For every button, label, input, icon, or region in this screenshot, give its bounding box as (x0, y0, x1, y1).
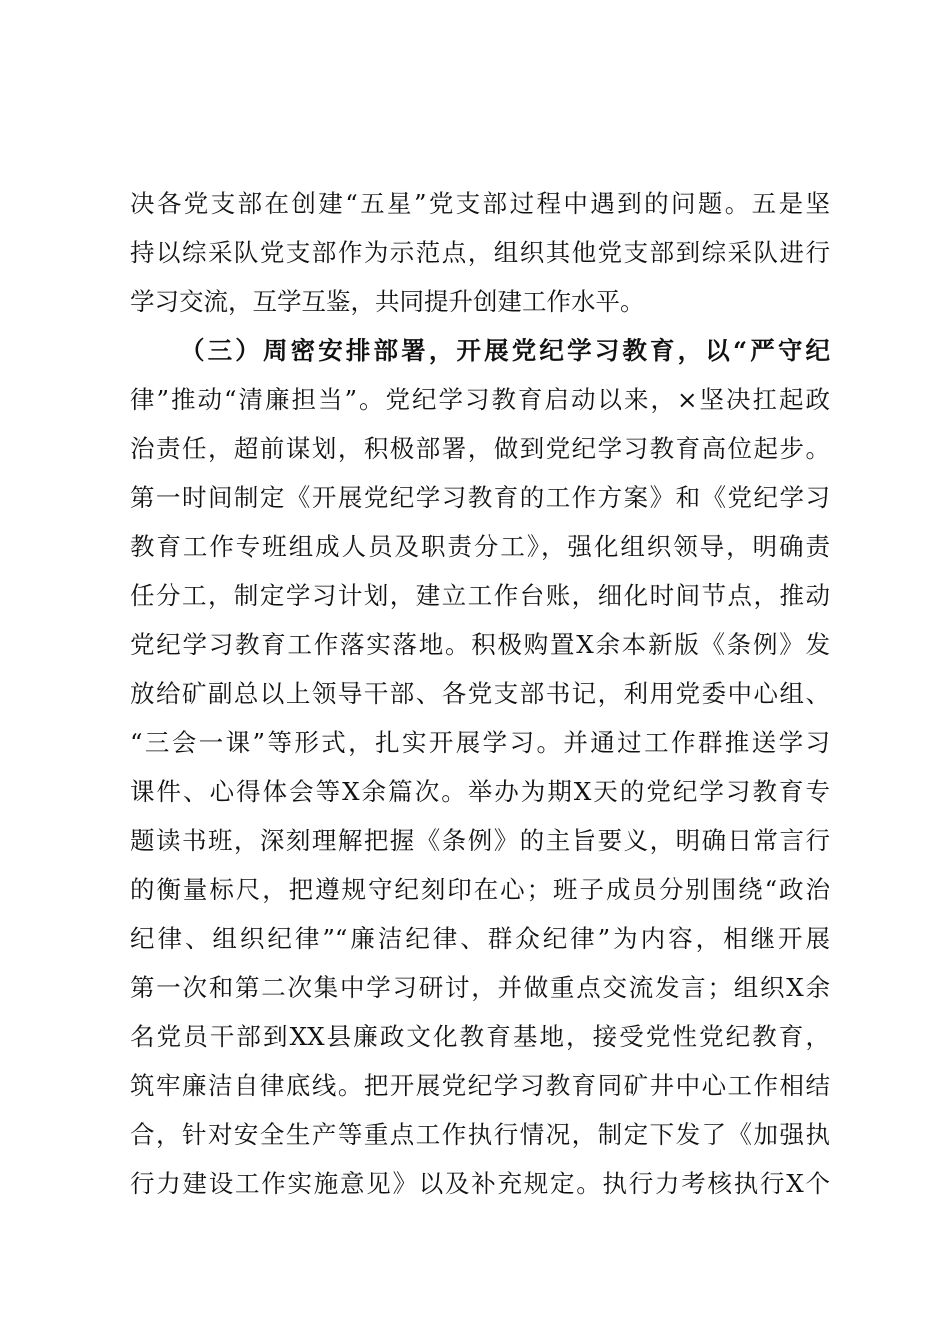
text-line: “三会一课”等形式，扎实开展学习。并通过工作群推送学习 (130, 728, 830, 757)
text-line: 教育工作专班组成人员及职责分工》，强化组织领导，明确责 (130, 532, 830, 561)
text-line: 名党员干部到XX县廉政文化教育基地，接受党性党纪教育， (130, 1022, 830, 1051)
text-line: 持以综采队党支部作为示范点，组织其他党支部到综采队进行 (130, 238, 830, 267)
text-line: 纪律、组织纪律”“廉洁纪律、群众纪律”为内容，相继开展 (130, 924, 830, 953)
section-heading-line: （三）周密安排部署，开展党纪学习教育，以“严守纪 (180, 336, 830, 365)
text-line: 第一次和第二次集中学习研讨，并做重点交流发言；组织X余 (130, 973, 830, 1002)
text-line: 筑牢廉洁自律底线。把开展党纪学习教育同矿井中心工作相结 (130, 1071, 830, 1100)
text-line: 决各党支部在创建“五星”党支部过程中遇到的问题。五是坚 (130, 189, 830, 218)
text-line: 课件、心得体会等X余篇次。举办为期X天的党纪学习教育专 (130, 777, 830, 806)
text-line: 任分工，制定学习计划，建立工作台账，细化时间节点，推动 (130, 581, 830, 610)
text-line: 合，针对安全生产等重点工作执行情况，制定下发了《加强执 (130, 1120, 830, 1149)
text-line: 党纪学习教育工作落实落地。积极购置X余本新版《条例》发 (130, 630, 830, 659)
text-line: 第一时间制定《开展党纪学习教育的工作方案》和《党纪学习 (130, 483, 830, 512)
text-line: 放给矿副总以上领导干部、各党支部书记，利用党委中心组、 (130, 679, 830, 708)
text-line: 律”推动“清廉担当”。党纪学习教育启动以来，×坚决扛起政 (130, 385, 830, 414)
text-line: 行力建设工作实施意见》以及补充规定。执行力考核执行X个 (130, 1169, 830, 1198)
text-line: 的衡量标尺，把遵规守纪刻印在心；班子成员分别围绕“政治 (130, 875, 830, 904)
text-line: 治责任，超前谋划，积极部署，做到党纪学习教育高位起步。 (130, 434, 830, 463)
text-line: 学习交流，互学互鉴，共同提升创建工作水平。 (130, 287, 645, 316)
text-line: 题读书班，深刻理解把握《条例》的主旨要义，明确日常言行 (130, 826, 830, 855)
